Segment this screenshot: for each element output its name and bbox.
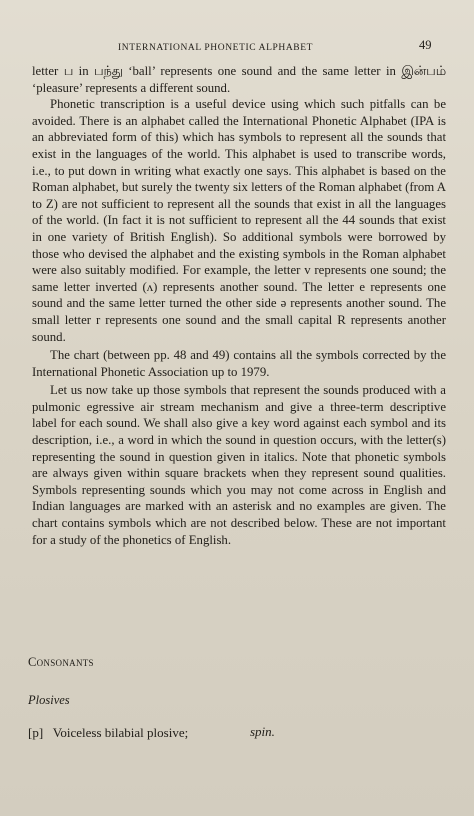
running-head: INTERNATIONAL PHONETIC ALPHABET	[118, 43, 314, 53]
entry-description: Voiceless bilabial plosive;	[52, 725, 189, 740]
paragraph-3: The chart (between pp. 48 and 49) contains all the symbols corrected by the International Phonetic Association up to 1979.	[32, 348, 446, 379]
symbol-entry	[28, 725, 188, 741]
paragraph-2: Phonetic transcription is a useful device using which such pitfalls can be avoided. There is an alphabet called the International Phonetic Alphabet (IPA is an abbreviated form of this) which has symbols to represent all the sounds that exist in the languages of the world. This alphabet is used to transcribe words, i.e., to put down in writing what exactly one says. This alphabet is based on the Roman alphabet, but surely the twenty six letters of the Roman alphabet (from A to Z) are not sufficient to represent all the sounds that exist in all the languages of the world. (In fact it is not sufficient to represent all the 44 sounds that exist in one variety of British English). So additional symbols were borrowed by those who devised the alphabet and the existing symbols in the Roman alphabet were also suitably modified. For example, the letter v represents one sound; the same letter inverted (ʌ) represents another sound. The letter e represents one sound and the same letter turned the other side ə represents another sound. The small letter r represents one sound and the small capital R represents another sound.	[32, 97, 446, 344]
body-text	[32, 63, 446, 548]
consonants-heading: Consonants	[28, 655, 94, 669]
entry-symbol: [p]	[28, 725, 44, 740]
page-number: 49	[419, 38, 432, 52]
entry-example: spin.	[250, 724, 275, 739]
paragraph-1: letter ப in பந்து ‘ball’ represents one sound and the same letter in இன்பம் ‘pleasure’ represents a different sound.	[32, 64, 446, 95]
plosives-heading: Plosives	[28, 693, 70, 707]
paragraph-4: Let us now take up those symbols that represent the sounds produced with a pulmonic egressive air stream mechanism and give a three-term descriptive label for each sound. We shall also give a key word against each symbol and its description, i.e., a word in which the sound in question occurs, with the letter(s) representing the sound in question given in italics. Note that phonetic symbols are always given within square brackets when they represent sound qualities. Symbols representing sounds which you may not come across in English and Indian languages are marked with an asterisk and no examples are given. The chart contains symbols which are not described below. These are not important for a study of the phonetics of English.	[32, 383, 446, 547]
